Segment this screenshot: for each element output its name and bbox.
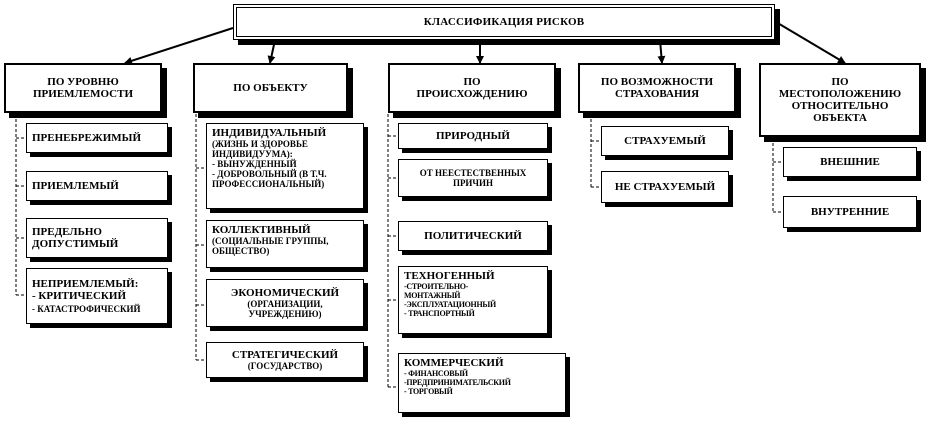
item-collective-line2: (СОЦИАЛЬНЫЕ ГРУППЫ,	[212, 236, 329, 246]
item-strategic-line1: СТРАТЕГИЧЕСКИЙ	[231, 349, 339, 361]
item-natural-line1: ПРИРОДНЫЙ	[436, 130, 510, 142]
header-origin	[388, 63, 556, 113]
item-unnatural-line2: ПРИЧИН	[452, 178, 494, 188]
item-individual-line6: ПРОФЕССИОНАЛЬНЫЙ)	[212, 179, 325, 189]
header-insurability-label: ПО ВОЗМОЖНОСТИ СТРАХОВАНИЯ	[600, 76, 714, 100]
item-technogenic-line1: ТЕХНОГЕННЫЙ	[404, 270, 495, 282]
item-acceptable-line1: ПРИЕМЛЕМЫЙ	[32, 180, 119, 192]
item-strategic-line2: (ГОСУДАРСТВО)	[247, 361, 323, 371]
item-economic-line1: ЭКОНОМИЧЕСКИЙ	[230, 287, 340, 299]
arrow-to-col4	[660, 40, 662, 63]
root-box	[233, 4, 775, 40]
item-collective	[206, 220, 364, 268]
item-commercial-line3: -ПРЕДПРИНИМАТЕЛЬСКИЙ	[404, 378, 511, 387]
root-label: КЛАССИФИКАЦИЯ РИСКОВ	[423, 16, 585, 28]
item-economic-line3: УЧРЕЖДЕНИЮ)	[248, 309, 322, 319]
header-origin-label: ПО ПРОИСХОЖДЕНИЮ	[416, 76, 528, 100]
item-individual-line2: (ЖИЗНЬ И ЗДОРОВЬЕ	[212, 139, 308, 149]
item-acceptable	[26, 171, 168, 201]
item-unacceptable	[26, 268, 168, 324]
item-technogenic	[398, 266, 548, 334]
item-negligible	[26, 123, 168, 153]
item-unacceptable-line2: - КРИТИЧЕСКИЙ	[32, 290, 126, 302]
item-strategic	[206, 342, 364, 378]
item-marginal-line2: ДОПУСТИМЫЙ	[32, 238, 119, 250]
item-insurable-line1: СТРАХУЕМЫЙ	[624, 135, 706, 147]
header-object-label: ПО ОБЪЕКТУ	[233, 82, 308, 94]
item-internal-line1: ВНУТРЕННИЕ	[810, 206, 890, 218]
item-economic-line2: (ОРГАНИЗАЦИИ,	[247, 299, 323, 309]
item-unacceptable-line1: НЕПРИЕМЛЕМЫЙ:	[32, 278, 139, 290]
header-insurability	[578, 63, 736, 113]
arrow-to-col2	[270, 40, 275, 63]
item-natural	[398, 123, 548, 149]
item-economic	[206, 279, 364, 327]
item-internal	[783, 196, 917, 228]
item-technogenic-line4: -ЭКСПЛУАТАЦИОННЫЙ	[404, 300, 496, 309]
arrow-to-col5	[776, 22, 845, 63]
item-unacceptable-line3: - КАТАСТРОФИЧЕСКИЙ	[32, 304, 141, 314]
item-collective-line1: КОЛЛЕКТИВНЫЙ	[212, 224, 311, 236]
item-individual-line1: ИНДИВИДУАЛЬНЫЙ	[212, 127, 327, 139]
item-external-line1: ВНЕШНИЕ	[820, 156, 880, 168]
item-unnatural-line1: ОТ НЕЕСТЕСТВЕННЫХ	[419, 168, 527, 178]
item-external	[783, 147, 917, 177]
item-marginal	[26, 218, 168, 258]
item-technogenic-line2: -СТРОИТЕЛЬНО-	[404, 282, 469, 291]
item-marginal-line1: ПРЕДЕЛЬНО	[32, 226, 102, 238]
item-uninsurable	[601, 171, 729, 203]
item-negligible-line1: ПРЕНЕБРЕЖИМЫЙ	[32, 132, 142, 144]
item-unnatural	[398, 159, 548, 197]
item-commercial-line4: - ТОРГОВЫЙ	[404, 387, 453, 396]
item-collective-line3: ОБЩЕСТВО)	[212, 246, 270, 256]
header-location	[759, 63, 921, 137]
item-technogenic-line3: МОНТАЖНЫЙ	[404, 291, 461, 300]
item-commercial-line1: КОММЕРЧЕСКИЙ	[404, 357, 504, 369]
arrow-to-col1	[125, 28, 233, 63]
item-commercial-line2: - ФИНАНСОВЫЙ	[404, 369, 468, 378]
item-insurable	[601, 126, 729, 156]
item-individual-line5: - ДОБРОВОЛЬНЫЙ (В Т.Ч.	[212, 169, 327, 179]
header-acceptability-label: ПО УРОВНЮ ПРИЕМЛЕМОСТИ	[33, 76, 133, 100]
item-political-line1: ПОЛИТИЧЕСКИЙ	[424, 230, 522, 242]
header-object	[193, 63, 348, 113]
item-individual-line4: - ВЫНУЖДЕННЫЙ	[212, 159, 297, 169]
item-technogenic-line5: - ТРАНСПОРТНЫЙ	[404, 309, 475, 318]
item-commercial	[398, 353, 566, 413]
header-acceptability	[4, 63, 162, 113]
item-political	[398, 221, 548, 251]
item-individual	[206, 123, 364, 209]
item-uninsurable-line1: НЕ СТРАХУЕМЫЙ	[614, 181, 716, 193]
header-location-label: ПО МЕСТОПОЛОЖЕНИЮ ОТНОСИТЕЛЬНО ОБЪЕКТА	[778, 76, 902, 124]
item-individual-line3: ИНДИВИДУУМА):	[212, 149, 293, 159]
